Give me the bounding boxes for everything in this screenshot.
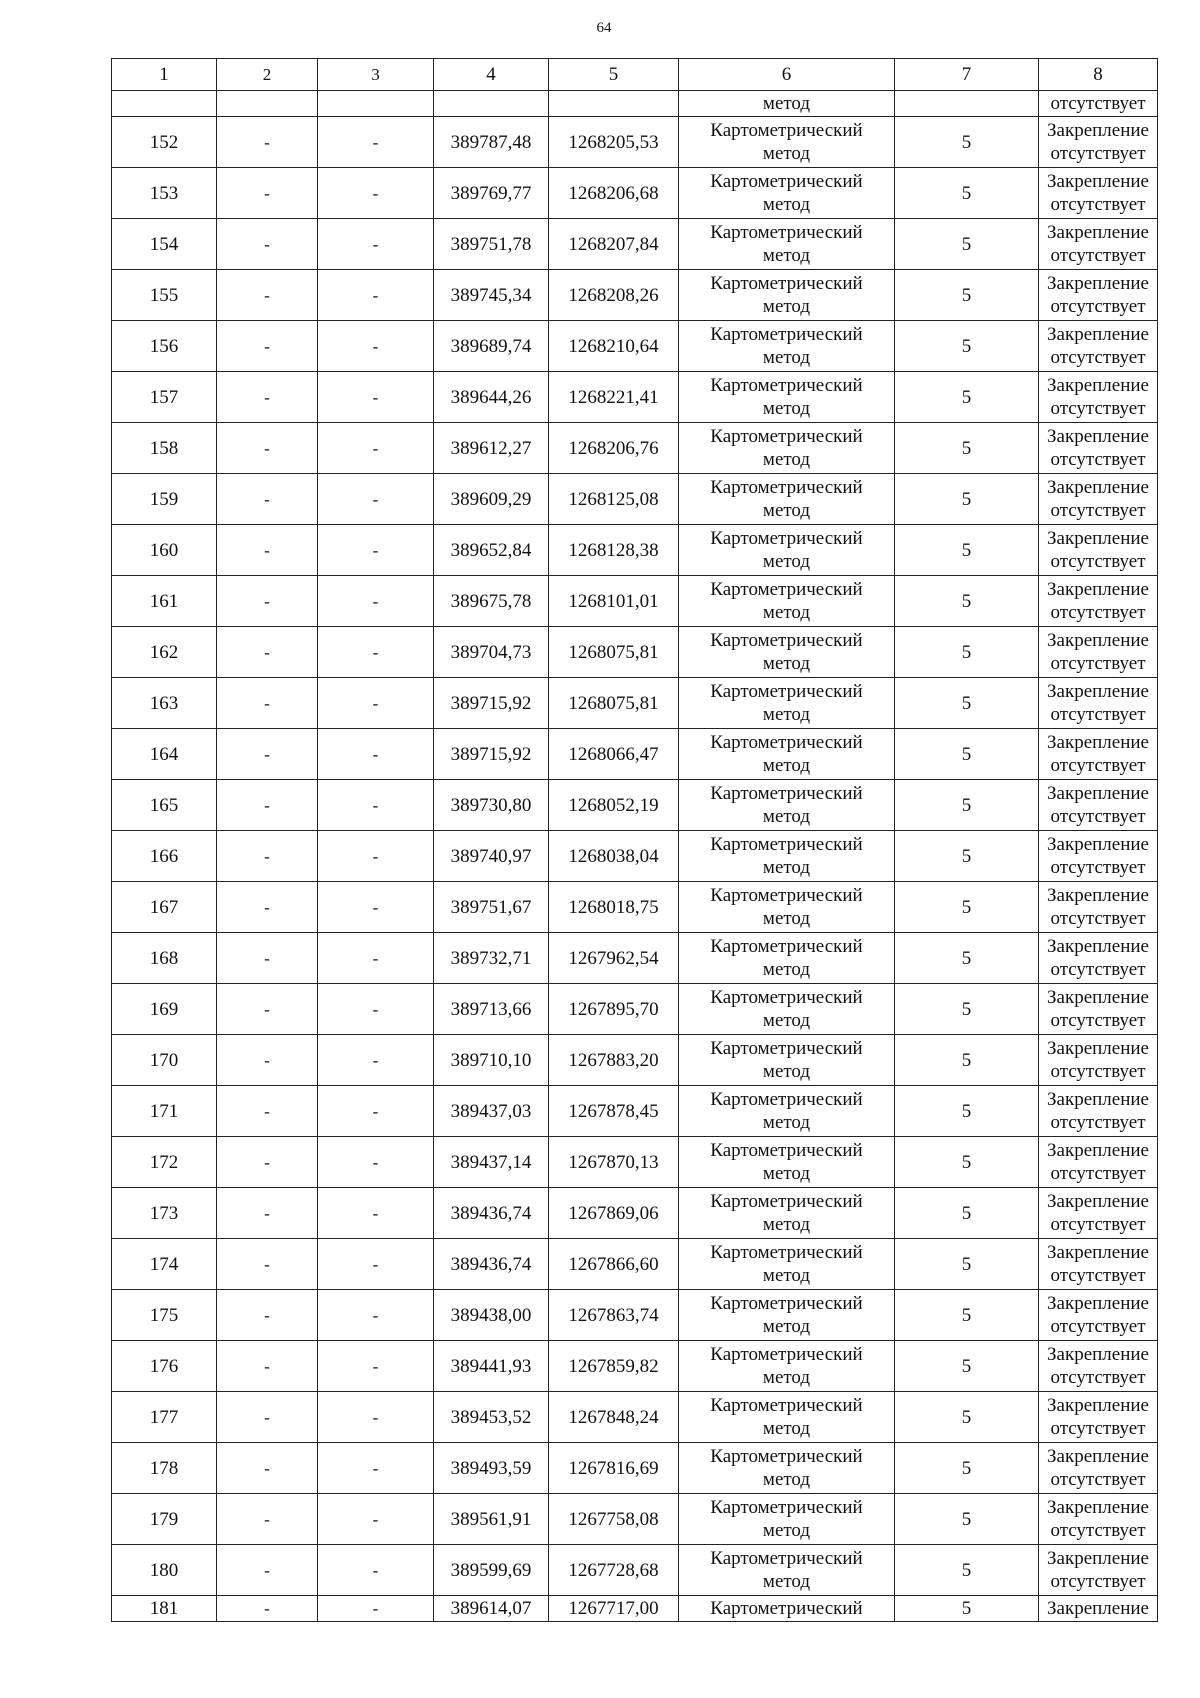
cell-col-3: -	[318, 1137, 434, 1188]
cell-method: Картометрический	[679, 1596, 895, 1622]
cell-method: Картометрический метод	[679, 831, 895, 882]
table-row	[112, 321, 1158, 372]
cell-col-2: -	[217, 831, 318, 882]
cell-point-number: 154	[112, 219, 217, 270]
cell-col-3: -	[318, 474, 434, 525]
cell-fixing: Закрепление отсутствует	[1039, 372, 1158, 423]
cell-precision: 5	[895, 831, 1039, 882]
cell-point-number: 166	[112, 831, 217, 882]
cell-fixing: Закрепление отсутствует	[1039, 831, 1158, 882]
cell-fixing: 8	[1039, 59, 1158, 91]
cell-col-2: -	[217, 168, 318, 219]
table-row	[112, 627, 1158, 678]
cell-col-2: -	[217, 933, 318, 984]
cell-col-3: -	[318, 219, 434, 270]
cell-col-2: -	[217, 372, 318, 423]
cell-col-2: -	[217, 423, 318, 474]
cell-coord-x: 389453,52	[434, 1392, 549, 1443]
cell-col-2: -	[217, 729, 318, 780]
table-row	[112, 882, 1158, 933]
cell-precision: 5	[895, 1392, 1039, 1443]
cell-point-number: 156	[112, 321, 217, 372]
cell-fixing: Закрепление отсутствует	[1039, 984, 1158, 1035]
cell-col-2: -	[217, 882, 318, 933]
cell-col-2: -	[217, 474, 318, 525]
cell-coord-x: 389715,92	[434, 678, 549, 729]
table-row	[112, 1188, 1158, 1239]
cell-coord-x: 389751,78	[434, 219, 549, 270]
cell-col-3: -	[318, 882, 434, 933]
cell-method: Картометрический метод	[679, 525, 895, 576]
cell-coord-x	[434, 91, 549, 117]
cell-point-number: 163	[112, 678, 217, 729]
cell-col-2: -	[217, 525, 318, 576]
table-row	[112, 678, 1158, 729]
table-row	[112, 729, 1158, 780]
table-row	[112, 372, 1158, 423]
table-row	[112, 1392, 1158, 1443]
cell-col-2: -	[217, 576, 318, 627]
continuation-row	[112, 91, 1158, 117]
cell-coord-x: 389614,07	[434, 1596, 549, 1622]
cell-col-2: -	[217, 1290, 318, 1341]
table-body	[112, 59, 1158, 1622]
cell-fixing: Закрепление отсутствует	[1039, 1188, 1158, 1239]
cell-col-3: -	[318, 168, 434, 219]
cell-col-2: -	[217, 780, 318, 831]
table-row	[112, 831, 1158, 882]
cell-precision: 5	[895, 1494, 1039, 1545]
cell-point-number: 160	[112, 525, 217, 576]
cell-precision: 5	[895, 1086, 1039, 1137]
cell-col-2: -	[217, 1239, 318, 1290]
cell-method: Картометрический метод	[679, 882, 895, 933]
cell-precision: 5	[895, 270, 1039, 321]
cell-fixing: Закрепление отсутствует	[1039, 1392, 1158, 1443]
cell-coord-x: 389438,00	[434, 1290, 549, 1341]
cell-coord-x: 389710,10	[434, 1035, 549, 1086]
cell-coord-y: 1267883,20	[549, 1035, 679, 1086]
cell-method: Картометрический метод	[679, 933, 895, 984]
cell-col-3: -	[318, 678, 434, 729]
cell-method: Картометрический метод	[679, 678, 895, 729]
table-row	[112, 168, 1158, 219]
cell-fixing: Закрепление отсутствует	[1039, 780, 1158, 831]
cell-col-2: -	[217, 678, 318, 729]
cell-method: Картометрический метод	[679, 423, 895, 474]
cell-precision: 5	[895, 627, 1039, 678]
cell-coord-y: 1268206,76	[549, 423, 679, 474]
cell-coord-y	[549, 91, 679, 117]
cell-fixing: отсутствует	[1039, 91, 1158, 117]
cell-coord-y: 1268038,04	[549, 831, 679, 882]
cell-precision: 5	[895, 474, 1039, 525]
cell-fixing: Закрепление отсутствует	[1039, 423, 1158, 474]
cell-col-2: -	[217, 1341, 318, 1392]
cell-col-2: -	[217, 984, 318, 1035]
cell-coord-x: 389561,91	[434, 1494, 549, 1545]
table-row	[112, 576, 1158, 627]
cell-point-number: 172	[112, 1137, 217, 1188]
cell-method: 6	[679, 59, 895, 91]
cell-coord-y: 1268208,26	[549, 270, 679, 321]
cell-col-3: -	[318, 984, 434, 1035]
cell-coord-x: 389644,26	[434, 372, 549, 423]
cell-point-number	[112, 91, 217, 117]
cell-method: Картометрический метод	[679, 372, 895, 423]
cell-col-3: -	[318, 117, 434, 168]
cell-precision: 5	[895, 1290, 1039, 1341]
cell-point-number: 181	[112, 1596, 217, 1622]
cell-method: Картометрический метод	[679, 321, 895, 372]
cell-method: Картометрический метод	[679, 270, 895, 321]
cell-coord-x: 389713,66	[434, 984, 549, 1035]
cell-precision: 5	[895, 423, 1039, 474]
cell-fixing: Закрепление отсутствует	[1039, 219, 1158, 270]
cell-precision: 5	[895, 1443, 1039, 1494]
cell-coord-y: 1267866,60	[549, 1239, 679, 1290]
cell-point-number: 173	[112, 1188, 217, 1239]
cell-method: Картометрический метод	[679, 984, 895, 1035]
cell-col-2: -	[217, 1392, 318, 1443]
cell-col-3: -	[318, 372, 434, 423]
cell-col-3: -	[318, 270, 434, 321]
cell-coord-y: 1267728,68	[549, 1545, 679, 1596]
cell-method: Картометрический метод	[679, 1392, 895, 1443]
cell-col-3: -	[318, 423, 434, 474]
cell-point-number: 167	[112, 882, 217, 933]
cell-coord-x: 389730,80	[434, 780, 549, 831]
cell-coord-x: 389787,48	[434, 117, 549, 168]
cell-precision: 5	[895, 1341, 1039, 1392]
cell-coord-y: 1268101,01	[549, 576, 679, 627]
cell-precision: 5	[895, 1596, 1039, 1622]
table-row	[112, 474, 1158, 525]
cell-col-2: -	[217, 219, 318, 270]
cell-fixing: Закрепление отсутствует	[1039, 1137, 1158, 1188]
cell-col-3: -	[318, 831, 434, 882]
cell-point-number: 157	[112, 372, 217, 423]
page-number: 64	[596, 20, 612, 36]
cell-col-3: -	[318, 1341, 434, 1392]
cell-coord-x: 389689,74	[434, 321, 549, 372]
table-row	[112, 1035, 1158, 1086]
cell-coord-x: 389675,78	[434, 576, 549, 627]
cell-coord-y: 1267816,69	[549, 1443, 679, 1494]
cell-coord-x: 389740,97	[434, 831, 549, 882]
cell-col-2: -	[217, 1086, 318, 1137]
cell-fixing: Закрепление отсутствует	[1039, 1341, 1158, 1392]
cell-method: Картометрический метод	[679, 1239, 895, 1290]
cell-precision: 5	[895, 321, 1039, 372]
cell-method: Картометрический метод	[679, 780, 895, 831]
cell-col-3: 3	[318, 59, 434, 91]
cell-precision: 5	[895, 984, 1039, 1035]
cell-fixing: Закрепление отсутствует	[1039, 1443, 1158, 1494]
table-row	[112, 1290, 1158, 1341]
cell-coord-y: 1268052,19	[549, 780, 679, 831]
cell-coord-x: 389599,69	[434, 1545, 549, 1596]
table-row	[112, 984, 1158, 1035]
coordinates-table	[111, 58, 1158, 1622]
cell-method: Картометрический метод	[679, 1443, 895, 1494]
cell-fixing: Закрепление отсутствует	[1039, 576, 1158, 627]
cell-coord-y: 1268066,47	[549, 729, 679, 780]
cell-col-3: -	[318, 780, 434, 831]
cell-coord-x: 389612,27	[434, 423, 549, 474]
cell-point-number: 174	[112, 1239, 217, 1290]
cell-precision: 7	[895, 59, 1039, 91]
cell-coord-y: 1268221,41	[549, 372, 679, 423]
cell-col-2: -	[217, 270, 318, 321]
cell-fixing: Закрепление отсутствует	[1039, 117, 1158, 168]
cell-precision: 5	[895, 1137, 1039, 1188]
cell-col-2: -	[217, 1443, 318, 1494]
cell-coord-y: 1267869,06	[549, 1188, 679, 1239]
cell-method: Картометрический метод	[679, 219, 895, 270]
cell-point-number: 1	[112, 59, 217, 91]
cell-precision: 5	[895, 1545, 1039, 1596]
cell-coord-x: 389436,74	[434, 1188, 549, 1239]
cell-col-3: -	[318, 729, 434, 780]
cell-coord-x: 389437,03	[434, 1086, 549, 1137]
cell-col-3: -	[318, 1239, 434, 1290]
cell-precision: 5	[895, 1188, 1039, 1239]
cell-point-number: 153	[112, 168, 217, 219]
cell-method: Картометрический метод	[679, 1137, 895, 1188]
table-row	[112, 525, 1158, 576]
cell-col-3: -	[318, 627, 434, 678]
cell-coord-y: 1268205,53	[549, 117, 679, 168]
cell-point-number: 162	[112, 627, 217, 678]
cell-col-3: -	[318, 1494, 434, 1545]
cell-fixing: Закрепление отсутствует	[1039, 1086, 1158, 1137]
cell-method: Картометрический метод	[679, 627, 895, 678]
cell-fixing: Закрепление отсутствует	[1039, 321, 1158, 372]
cell-col-3: -	[318, 321, 434, 372]
cell-col-3: -	[318, 1290, 434, 1341]
cell-precision	[895, 91, 1039, 117]
cell-coord-y: 1268206,68	[549, 168, 679, 219]
cell-precision: 5	[895, 678, 1039, 729]
cell-col-3: -	[318, 1545, 434, 1596]
cell-point-number: 161	[112, 576, 217, 627]
cell-point-number: 152	[112, 117, 217, 168]
table-row	[112, 270, 1158, 321]
cell-coord-y: 1267870,13	[549, 1137, 679, 1188]
cell-fixing: Закрепление отсутствует	[1039, 882, 1158, 933]
cell-coord-x: 389652,84	[434, 525, 549, 576]
cell-coord-y: 1267859,82	[549, 1341, 679, 1392]
cell-col-3: -	[318, 933, 434, 984]
cell-coord-x: 389732,71	[434, 933, 549, 984]
cell-col-3: -	[318, 1443, 434, 1494]
cell-method: Картометрический метод	[679, 168, 895, 219]
table-row	[112, 1341, 1158, 1392]
cell-precision: 5	[895, 576, 1039, 627]
cell-precision: 5	[895, 933, 1039, 984]
cell-col-2: 2	[217, 59, 318, 91]
cell-point-number: 169	[112, 984, 217, 1035]
cell-fixing: Закрепление отсутствует	[1039, 1290, 1158, 1341]
cell-col-2	[217, 91, 318, 117]
cell-coord-y: 1267962,54	[549, 933, 679, 984]
cell-coord-y: 1267878,45	[549, 1086, 679, 1137]
cell-precision: 5	[895, 372, 1039, 423]
cell-fixing: Закрепление отсутствует	[1039, 1545, 1158, 1596]
cell-col-3: -	[318, 1188, 434, 1239]
cell-coord-x: 389609,29	[434, 474, 549, 525]
cell-point-number: 177	[112, 1392, 217, 1443]
cell-coord-y: 5	[549, 59, 679, 91]
table-row	[112, 933, 1158, 984]
table-row	[112, 1239, 1158, 1290]
cell-precision: 5	[895, 1239, 1039, 1290]
cell-point-number: 159	[112, 474, 217, 525]
cell-point-number: 164	[112, 729, 217, 780]
cell-col-3: -	[318, 1392, 434, 1443]
cell-col-2: -	[217, 117, 318, 168]
cell-method: Картометрический метод	[679, 576, 895, 627]
cell-point-number: 155	[112, 270, 217, 321]
cell-method: Картометрический метод	[679, 1341, 895, 1392]
cell-method: метод	[679, 91, 895, 117]
cell-coord-y: 1268125,08	[549, 474, 679, 525]
cell-point-number: 168	[112, 933, 217, 984]
cell-col-2: -	[217, 1137, 318, 1188]
cell-coord-x: 389769,77	[434, 168, 549, 219]
cell-precision: 5	[895, 219, 1039, 270]
cell-coord-y: 1268210,64	[549, 321, 679, 372]
cell-point-number: 175	[112, 1290, 217, 1341]
cell-point-number: 171	[112, 1086, 217, 1137]
cell-method: Картометрический метод	[679, 1035, 895, 1086]
cell-fixing: Закрепление отсутствует	[1039, 1494, 1158, 1545]
cell-fixing: Закрепление отсутствует	[1039, 525, 1158, 576]
cell-col-2: -	[217, 1545, 318, 1596]
cell-col-2: -	[217, 1188, 318, 1239]
cell-precision: 5	[895, 729, 1039, 780]
table-row	[112, 117, 1158, 168]
cell-coord-y: 1267717,00	[549, 1596, 679, 1622]
cell-coord-x: 389441,93	[434, 1341, 549, 1392]
cell-coord-x: 4	[434, 59, 549, 91]
cell-point-number: 158	[112, 423, 217, 474]
table-row	[112, 1086, 1158, 1137]
cell-col-3: -	[318, 576, 434, 627]
cell-coord-y: 1267895,70	[549, 984, 679, 1035]
cell-precision: 5	[895, 780, 1039, 831]
cell-fixing: Закрепление отсутствует	[1039, 627, 1158, 678]
cell-coord-x: 389436,74	[434, 1239, 549, 1290]
cell-precision: 5	[895, 1035, 1039, 1086]
cell-method: Картометрический метод	[679, 1188, 895, 1239]
cell-col-2: -	[217, 1035, 318, 1086]
cell-coord-y: 1268018,75	[549, 882, 679, 933]
cell-fixing: Закрепление отсутствует	[1039, 270, 1158, 321]
cell-fixing: Закрепление отсутствует	[1039, 474, 1158, 525]
cell-method: Картометрический метод	[679, 1290, 895, 1341]
cell-col-2: -	[217, 1494, 318, 1545]
cell-precision: 5	[895, 882, 1039, 933]
cell-coord-y: 1268207,84	[549, 219, 679, 270]
cell-fixing: Закрепление отсутствует	[1039, 168, 1158, 219]
cell-point-number: 179	[112, 1494, 217, 1545]
cell-method: Картометрический метод	[679, 1494, 895, 1545]
cell-col-3: -	[318, 1596, 434, 1622]
table-row	[112, 1545, 1158, 1596]
cell-method: Картометрический метод	[679, 1545, 895, 1596]
cell-coord-x: 389751,67	[434, 882, 549, 933]
table-row	[112, 423, 1158, 474]
cell-fixing: Закрепление	[1039, 1596, 1158, 1622]
cell-method: Картометрический метод	[679, 117, 895, 168]
table-row	[112, 219, 1158, 270]
cell-method: Картометрический метод	[679, 729, 895, 780]
cell-col-2: -	[217, 321, 318, 372]
cell-fixing: Закрепление отсутствует	[1039, 933, 1158, 984]
cell-method: Картометрический метод	[679, 1086, 895, 1137]
cell-fixing: Закрепление отсутствует	[1039, 729, 1158, 780]
cell-col-3: -	[318, 1035, 434, 1086]
cell-coord-y: 1267863,74	[549, 1290, 679, 1341]
table-row	[112, 1137, 1158, 1188]
cell-fixing: Закрепление отсутствует	[1039, 1239, 1158, 1290]
cell-coord-x: 389704,73	[434, 627, 549, 678]
cell-coord-y: 1268128,38	[549, 525, 679, 576]
cell-point-number: 170	[112, 1035, 217, 1086]
cell-point-number: 176	[112, 1341, 217, 1392]
table-row-partial	[112, 1596, 1158, 1622]
cell-point-number: 178	[112, 1443, 217, 1494]
table-row	[112, 1443, 1158, 1494]
cell-fixing: Закрепление отсутствует	[1039, 1035, 1158, 1086]
cell-col-2: -	[217, 627, 318, 678]
cell-precision: 5	[895, 168, 1039, 219]
cell-point-number: 180	[112, 1545, 217, 1596]
cell-coord-y: 1267848,24	[549, 1392, 679, 1443]
cell-col-3: -	[318, 525, 434, 576]
cell-precision: 5	[895, 117, 1039, 168]
cell-coord-y: 1268075,81	[549, 678, 679, 729]
cell-coord-y: 1267758,08	[549, 1494, 679, 1545]
table-row	[112, 780, 1158, 831]
table-row	[112, 1494, 1158, 1545]
cell-coord-x: 389745,34	[434, 270, 549, 321]
cell-point-number: 165	[112, 780, 217, 831]
cell-precision: 5	[895, 525, 1039, 576]
cell-coord-y: 1268075,81	[549, 627, 679, 678]
cell-col-3: -	[318, 1086, 434, 1137]
cell-fixing: Закрепление отсутствует	[1039, 678, 1158, 729]
cell-col-3	[318, 91, 434, 117]
cell-col-2: -	[217, 1596, 318, 1622]
cell-coord-x: 389715,92	[434, 729, 549, 780]
cell-coord-x: 389437,14	[434, 1137, 549, 1188]
header-row	[112, 59, 1158, 91]
cell-method: Картометрический метод	[679, 474, 895, 525]
cell-coord-x: 389493,59	[434, 1443, 549, 1494]
